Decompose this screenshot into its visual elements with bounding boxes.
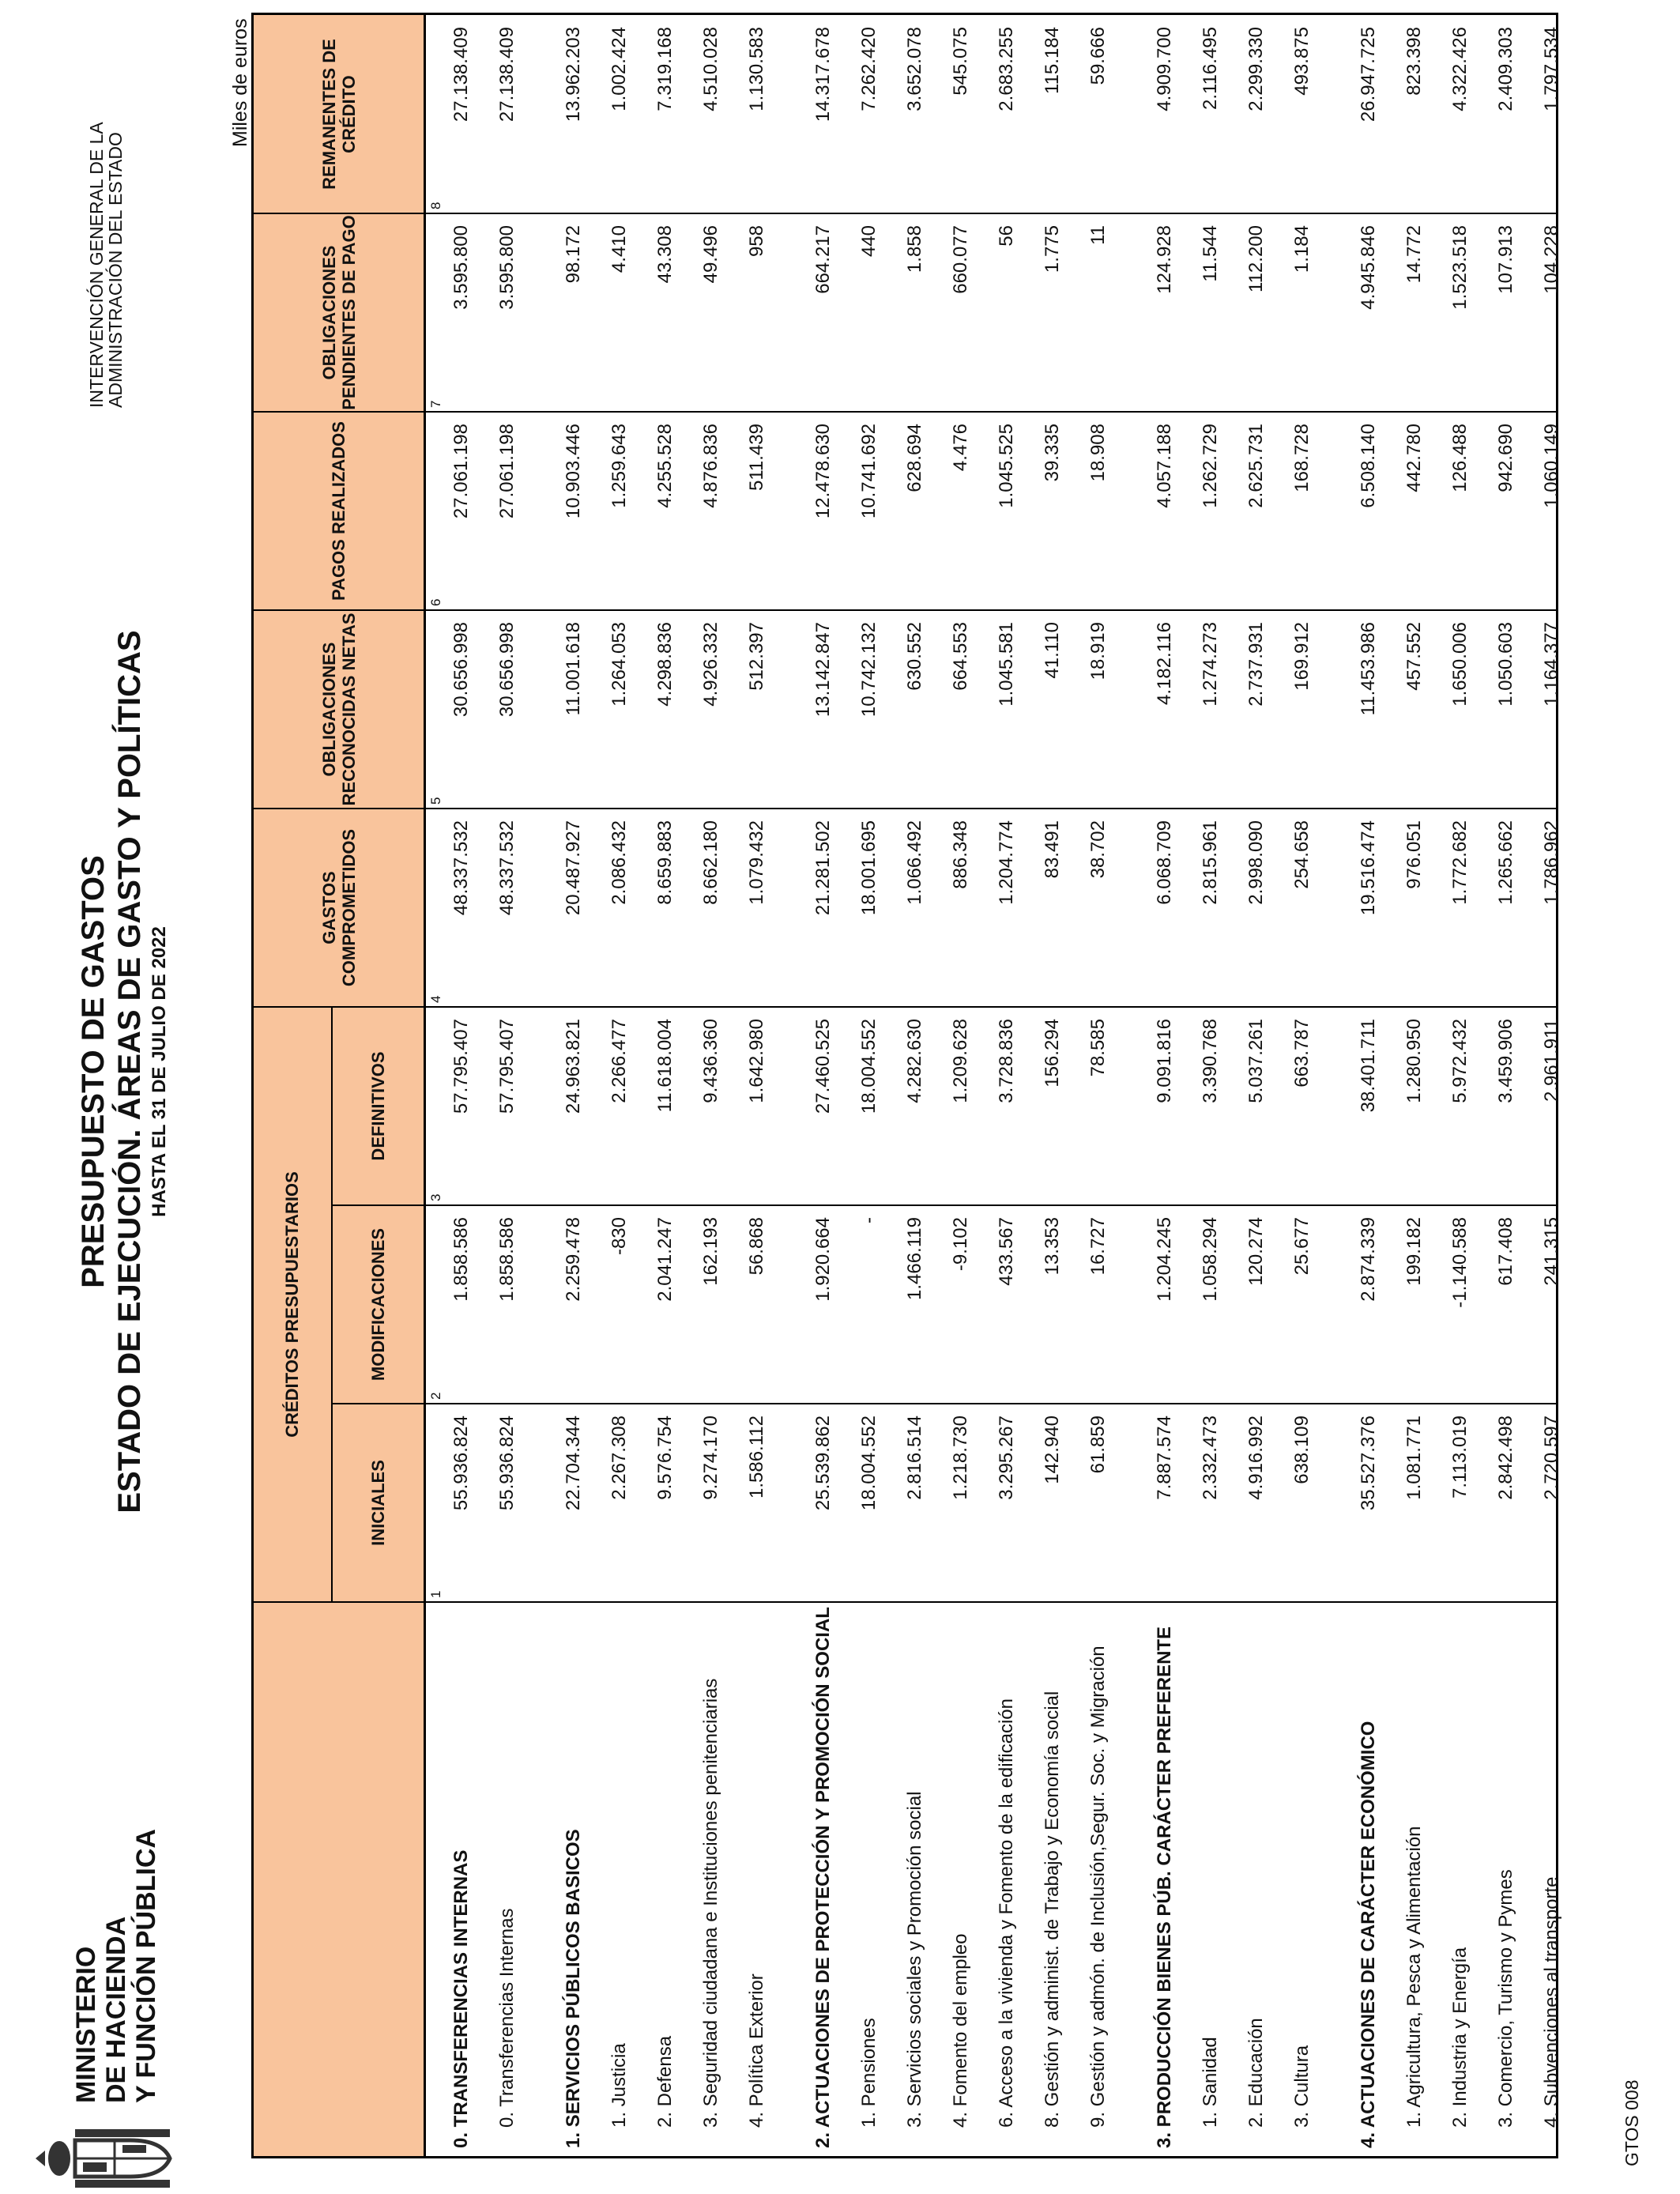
table-cell: 1.265.662 xyxy=(1495,820,1516,905)
page-title: PRESUPUESTO DE GASTOS xyxy=(76,855,111,1288)
table-cell: 1.058.294 xyxy=(1200,1217,1221,1302)
ministry-line: Y FUNCIÓN PÚBLICA xyxy=(131,1829,161,2103)
table-cell: 664.217 xyxy=(812,225,834,294)
table-cell: 1.060.149 xyxy=(1541,424,1562,508)
column-divider xyxy=(426,1403,1556,1404)
table-cell: 9.091.816 xyxy=(1154,1019,1175,1103)
column-divider xyxy=(426,1601,1556,1603)
table-cell: 241.315 xyxy=(1541,1217,1562,1286)
table-cell: 10.742.132 xyxy=(858,622,880,718)
table-cell: 126.488 xyxy=(1449,424,1471,492)
table-cell: 59.666 xyxy=(1087,27,1109,85)
column-header: GASTOS COMPROMETIDOS xyxy=(254,809,424,1008)
column-header: REMANENTES DE CRÉDITO xyxy=(254,16,424,214)
table-cell: 493.875 xyxy=(1291,27,1313,96)
table-cell: 2.961.911 xyxy=(1541,1019,1562,1102)
table-cell: 1.920.664 xyxy=(812,1217,834,1302)
units-label: Miles de euros xyxy=(229,18,251,147)
row-label: 1. Justicia xyxy=(608,2043,630,2128)
table-cell: 18.919 xyxy=(1087,622,1109,680)
table-cell: 442.780 xyxy=(1403,424,1425,492)
table-cell: 4.876.836 xyxy=(700,424,721,508)
row-label: 1. Pensiones xyxy=(858,2018,880,2128)
issuing-office-line: INTERVENCIÓN GENERAL DE LA xyxy=(86,122,107,408)
table-cell: 5.972.432 xyxy=(1449,1019,1471,1103)
column-header: INICIALES xyxy=(333,1404,424,1603)
table-cell: 6.508.140 xyxy=(1358,424,1379,508)
table-cell: 57.795.407 xyxy=(496,1019,518,1114)
table-cell: 48.337.532 xyxy=(496,820,518,916)
table-cell: 98.172 xyxy=(563,225,584,284)
table-cell: 512.397 xyxy=(746,622,767,691)
table-cell: 958 xyxy=(746,225,767,258)
table-cell: 4.410 xyxy=(608,225,630,273)
table-cell: 35.527.376 xyxy=(1358,1416,1379,1511)
row-label: 3. PRODUCCIÓN BIENES PÚB. CARÁCTER PREFERENTE xyxy=(1154,1626,1175,2148)
table-cell: 976.051 xyxy=(1403,820,1425,889)
header-creditos-group: CRÉDITOS PRESUPUESTARIOS xyxy=(254,1008,333,1603)
table-cell: 41.110 xyxy=(1042,622,1063,679)
table-cell: 1.184 xyxy=(1291,225,1313,273)
row-label: 3. Comercio, Turismo y Pymes xyxy=(1495,1869,1516,2128)
table-cell: 823.398 xyxy=(1403,27,1425,96)
table-cell: 1.858 xyxy=(904,225,925,273)
column-number: 7 xyxy=(428,400,443,408)
table-cell: 1.466.119 xyxy=(904,1217,925,1300)
table-cell: 10.903.446 xyxy=(563,424,584,519)
table-cell: 2.998.090 xyxy=(1245,820,1267,905)
table-cell: 27.460.525 xyxy=(812,1019,834,1114)
table-cell: 1.045.525 xyxy=(996,424,1017,508)
table-cell: 4.909.700 xyxy=(1154,27,1175,111)
row-label: 3. Cultura xyxy=(1291,2045,1313,2128)
table-cell: 107.913 xyxy=(1495,225,1516,294)
table-group-row xyxy=(560,15,587,2156)
table-cell: 2.625.731 xyxy=(1245,424,1267,508)
table-cell: 440 xyxy=(858,225,880,258)
table-cell: 18.004.552 xyxy=(858,1019,880,1114)
table-cell: 48.337.532 xyxy=(450,820,472,916)
table-cell: 4.182.116 xyxy=(1154,622,1175,705)
table-cell: 628.694 xyxy=(904,424,925,492)
row-label: 4. Subvenciones al transporte xyxy=(1541,1876,1562,2128)
table-cell: 27.138.409 xyxy=(496,27,518,123)
table-cell: 8.662.180 xyxy=(700,820,721,905)
table-cell: 1.079.432 xyxy=(746,820,767,905)
table-cell: 1.204.774 xyxy=(996,820,1017,905)
table-cell: 886.348 xyxy=(950,820,971,889)
table-cell: 1.259.643 xyxy=(608,424,630,508)
column-header: OBLIGACIONES PENDIENTES DE PAGO xyxy=(254,214,424,413)
column-header: OBLIGACIONES RECONOCIDAS NETAS xyxy=(254,611,424,809)
table-cell: 142.940 xyxy=(1042,1416,1063,1484)
document-code: GTOS 008 xyxy=(1622,2079,1642,2166)
table-row xyxy=(1493,15,1520,2156)
table-cell: 2.737.931 xyxy=(1245,622,1267,707)
table-cell: 1.772.682 xyxy=(1449,820,1471,905)
column-header: PAGOS REALIZADOS xyxy=(254,413,424,611)
table-cell: 2.816.514 xyxy=(904,1416,925,1500)
table-cell: 30.656.998 xyxy=(450,622,472,718)
table-cell: 4.916.992 xyxy=(1245,1416,1267,1500)
table-cell: 942.690 xyxy=(1495,424,1516,492)
table-cell: 2.874.339 xyxy=(1358,1217,1379,1302)
table-row xyxy=(652,15,679,2156)
table-cell: 21.281.502 xyxy=(812,820,834,916)
table-cell: 8.659.883 xyxy=(654,820,676,905)
table-cell: 2.086.432 xyxy=(608,820,630,905)
table-row xyxy=(993,15,1020,2156)
table-cell: 12.478.630 xyxy=(812,424,834,519)
column-number: 1 xyxy=(428,1590,443,1598)
table-cell: 2.041.247 xyxy=(654,1217,676,1302)
table-cell: 545.075 xyxy=(950,27,971,96)
table-cell: 3.728.836 xyxy=(996,1019,1017,1103)
table-cell: 664.553 xyxy=(950,622,971,691)
column-number: 2 xyxy=(428,1392,443,1400)
table-cell: 1.650.006 xyxy=(1449,622,1471,707)
table-row xyxy=(947,15,974,2156)
table-cell: 1.775 xyxy=(1042,225,1063,273)
table-cell: 16.727 xyxy=(1087,1217,1109,1276)
issuing-office xyxy=(87,122,125,408)
table-cell: 2.299.330 xyxy=(1245,27,1267,111)
table-cell: 2.842.498 xyxy=(1495,1416,1516,1500)
table-cell: 3.459.906 xyxy=(1495,1019,1516,1103)
table-cell: 27.061.198 xyxy=(450,424,472,519)
table-row xyxy=(902,15,929,2156)
table-cell: 617.408 xyxy=(1495,1217,1516,1286)
table-cell: 27.138.409 xyxy=(450,27,472,123)
column-divider xyxy=(426,411,1556,413)
column-divider xyxy=(426,609,1556,611)
table-cell: 120.274 xyxy=(1245,1217,1267,1286)
table-cell: -830 xyxy=(608,1217,630,1256)
table-cell: 1.130.583 xyxy=(746,27,767,111)
table-cell: 7.319.168 xyxy=(654,27,676,111)
table-cell: 511.439 xyxy=(746,424,767,491)
row-label: 4. Política Exterior xyxy=(746,1973,767,2128)
table-cell: 3.652.078 xyxy=(904,27,925,111)
table-cell: 19.516.474 xyxy=(1358,820,1379,916)
table-cell: 10.741.692 xyxy=(858,424,880,519)
row-label: 0. TRANSFERENCIAS INTERNAS xyxy=(450,1849,472,2148)
row-label: 2. Defensa xyxy=(654,2035,676,2128)
table-row xyxy=(1289,15,1316,2156)
table-cell: 124.928 xyxy=(1154,225,1175,294)
table-cell: 2.720.597 xyxy=(1541,1416,1562,1500)
table-cell: 43.308 xyxy=(654,225,676,284)
table-cell: 6.068.709 xyxy=(1154,820,1175,905)
table-cell: 2.267.308 xyxy=(608,1416,630,1500)
table-row xyxy=(1447,15,1474,2156)
row-label: 1. Agricultura, Pesca y Alimentación xyxy=(1403,1826,1425,2128)
table-cell: 169.912 xyxy=(1291,622,1313,691)
table-cell: 162.193 xyxy=(700,1217,721,1286)
table-cell: 4.926.332 xyxy=(700,622,721,707)
ministry-line: DE HACIENDA xyxy=(101,1916,131,2103)
header-label-column xyxy=(254,1603,424,2156)
table-cell: 57.795.407 xyxy=(450,1019,472,1114)
table-cell: 14.317.678 xyxy=(812,27,834,123)
document-title-block xyxy=(75,598,171,1546)
table-cell: 7.262.420 xyxy=(858,27,880,111)
table-header xyxy=(254,15,426,2156)
table-cell: 663.787 xyxy=(1291,1019,1313,1088)
table-cell: 11 xyxy=(1087,225,1109,245)
table-cell: 2.815.961 xyxy=(1200,820,1221,905)
row-label: 8. Gestión y administ. de Trabajo y Economía social xyxy=(1042,1691,1063,2128)
table-cell: 30.656.998 xyxy=(496,622,518,718)
table-cell: 199.182 xyxy=(1403,1217,1425,1286)
column-divider xyxy=(426,1006,1556,1008)
table-cell: - xyxy=(858,1217,880,1223)
ministry-name xyxy=(71,1829,161,2103)
table-cell: 1.797.534 xyxy=(1541,27,1562,111)
table-cell: 3.595.800 xyxy=(496,225,518,310)
row-label: 0. Transferencias Internas xyxy=(496,1908,518,2128)
table-row xyxy=(1039,15,1066,2156)
table-cell: 22.704.344 xyxy=(563,1416,584,1511)
table-cell: 1.081.771 xyxy=(1403,1416,1425,1500)
column-divider xyxy=(426,808,1556,809)
table-cell: 254.658 xyxy=(1291,820,1313,889)
table-cell: 4.298.836 xyxy=(654,622,676,707)
column-header: MODIFICACIONES xyxy=(333,1206,424,1404)
row-label: 1. Sanidad xyxy=(1200,2037,1221,2128)
table-cell: 4.255.528 xyxy=(654,424,676,508)
table-cell: 13.353 xyxy=(1042,1217,1063,1276)
table-cell: 1.523.518 xyxy=(1449,225,1471,310)
table-cell: 1.002.424 xyxy=(608,27,630,111)
table-cell: 4.510.028 xyxy=(700,27,721,111)
table-cell: 39.335 xyxy=(1042,424,1063,482)
table-cell: 25.677 xyxy=(1291,1217,1313,1276)
table-cell: 660.077 xyxy=(950,225,971,294)
table-cell: 1.280.950 xyxy=(1403,1019,1425,1103)
table-cell: 1.066.492 xyxy=(904,820,925,905)
table-cell: 78.585 xyxy=(1087,1019,1109,1077)
table-cell: 2.116.495 xyxy=(1200,27,1221,110)
row-label: 2. ACTUACIONES DE PROTECCIÓN Y PROMOCIÓN SOCIAL xyxy=(812,1607,834,2148)
row-label: 6. Acceso a la vivienda y Fomento de la edificación xyxy=(996,1698,1017,2128)
page-subtitle: ESTADO DE EJECUCIÓN. ÁREAS DE GASTO Y POLÍTICAS xyxy=(112,630,147,1514)
table-row xyxy=(494,15,521,2156)
table-cell: 4.945.846 xyxy=(1358,225,1379,310)
table-cell: 2.683.255 xyxy=(996,27,1017,111)
table-cell: 1.050.603 xyxy=(1495,622,1516,707)
table-cell: 1.218.730 xyxy=(950,1416,971,1500)
table-cell: 55.936.824 xyxy=(496,1416,518,1511)
table-cell: 1.274.273 xyxy=(1200,622,1221,707)
table-cell: 26.947.725 xyxy=(1358,27,1379,123)
table-cell: 1.045.581 xyxy=(996,622,1017,707)
column-number: 3 xyxy=(428,1193,443,1201)
table-cell: 38.401.711 xyxy=(1358,1019,1379,1113)
table-cell: 18.004.552 xyxy=(858,1416,880,1511)
table-cell: 1.164.377 xyxy=(1541,622,1562,707)
table-cell: 83.491 xyxy=(1042,820,1063,879)
column-number: 8 xyxy=(428,202,443,209)
table-group-row xyxy=(1151,15,1178,2156)
table-cell: 13.962.203 xyxy=(563,27,584,123)
row-label: 4. ACTUACIONES DE CARÁCTER ECONÓMICO xyxy=(1358,1721,1379,2148)
table-cell: 4.282.630 xyxy=(904,1019,925,1103)
table-cell: 13.142.847 xyxy=(812,622,834,718)
table-cell: 1.858.586 xyxy=(450,1217,472,1302)
table-cell: 24.963.821 xyxy=(563,1019,584,1114)
table-group-row xyxy=(448,15,475,2156)
table-cell: -1.140.588 xyxy=(1449,1217,1471,1308)
table-cell: 1.204.245 xyxy=(1154,1217,1175,1302)
table-cell: 56 xyxy=(996,225,1017,247)
row-label: 3. Seguridad ciudadana e Instituciones penitenciarias xyxy=(700,1678,721,2128)
row-label: 4. Fomento del empleo xyxy=(950,1933,971,2128)
table-cell: 3.390.768 xyxy=(1200,1019,1221,1103)
table-row xyxy=(744,15,770,2156)
table-cell: 2.332.473 xyxy=(1200,1416,1221,1500)
budget-execution-table xyxy=(251,13,1562,2158)
table-cell: 9.274.170 xyxy=(700,1416,721,1500)
table-cell: 1.262.729 xyxy=(1200,424,1221,508)
table-cell: 9.436.360 xyxy=(700,1019,721,1103)
table-cell: 49.496 xyxy=(700,225,721,284)
row-label: 3. Servicios sociales y Promoción social xyxy=(904,1791,925,2128)
row-label: 2. Educación xyxy=(1245,2018,1267,2128)
table-cell: 11.453.986 xyxy=(1358,622,1379,716)
column-number: 6 xyxy=(428,598,443,606)
table-cell: 1.642.980 xyxy=(746,1019,767,1103)
table-cell: 4.476 xyxy=(950,424,971,472)
table-cell: 3.295.267 xyxy=(996,1416,1017,1500)
row-label: 2. Industria y Energía xyxy=(1449,1947,1471,2128)
table-cell: 2.259.478 xyxy=(563,1217,584,1302)
table-cell: 2.409.303 xyxy=(1495,27,1516,111)
table-cell: 1.264.053 xyxy=(608,622,630,707)
row-label: 9. Gestión y admón. de Inclusión,Segur. Soc. y Migración xyxy=(1087,1646,1109,2128)
table-row xyxy=(856,15,883,2156)
column-number: 5 xyxy=(428,797,443,805)
table-cell: 11.544 xyxy=(1200,225,1221,282)
table-cell: 7.887.574 xyxy=(1154,1416,1175,1500)
table-cell: 1.786.962 xyxy=(1541,820,1562,905)
table-cell: 1.858.586 xyxy=(496,1217,518,1302)
table-cell: 61.859 xyxy=(1087,1416,1109,1474)
table-cell: 9.576.754 xyxy=(654,1416,676,1500)
table-body xyxy=(426,15,1562,2156)
issuing-office-line: ADMINISTRACIÓN DEL ESTADO xyxy=(105,132,126,408)
table-row xyxy=(1085,15,1112,2156)
report-date: HASTA EL 31 DE JULIO DE 2022 xyxy=(149,926,170,1217)
table-cell: 433.567 xyxy=(996,1217,1017,1286)
table-cell: 156.294 xyxy=(1042,1019,1063,1088)
table-cell: 56.868 xyxy=(746,1217,767,1276)
table-row xyxy=(606,15,633,2156)
table-cell: 4.322.426 xyxy=(1449,27,1471,111)
table-row xyxy=(1243,15,1270,2156)
table-cell: 11.618.004 xyxy=(654,1019,676,1113)
table-cell: 7.113.019 xyxy=(1449,1416,1471,1498)
table-cell: 1.209.628 xyxy=(950,1019,971,1103)
table-cell: 3.595.800 xyxy=(450,225,472,310)
table-row xyxy=(698,15,725,2156)
table-cell: -9.102 xyxy=(950,1217,971,1272)
table-cell: 4.057.188 xyxy=(1154,424,1175,508)
table-group-row xyxy=(1355,15,1382,2156)
table-cell: 18.001.695 xyxy=(858,820,880,916)
row-label: 1. SERVICIOS PÚBLICOS BASICOS xyxy=(563,1829,584,2148)
column-header: DEFINITIVOS xyxy=(333,1008,424,1206)
table-cell: 38.702 xyxy=(1087,820,1109,879)
table-cell: 112.200 xyxy=(1245,225,1267,292)
column-number: 4 xyxy=(428,995,443,1003)
table-cell: 18.908 xyxy=(1087,424,1109,482)
table-cell: 25.539.862 xyxy=(812,1416,834,1511)
table-cell: 11.001.618 xyxy=(563,622,584,716)
column-divider xyxy=(426,1204,1556,1206)
table-cell: 55.936.824 xyxy=(450,1416,472,1511)
table-cell: 20.487.927 xyxy=(563,820,584,916)
ministry-line: MINISTERIO xyxy=(71,1946,101,2103)
table-row xyxy=(1539,15,1565,2156)
table-row xyxy=(1197,15,1224,2156)
table-cell: 115.184 xyxy=(1042,27,1063,94)
table-cell: 168.728 xyxy=(1291,424,1313,492)
table-cell: 630.552 xyxy=(904,622,925,691)
table-cell: 2.266.477 xyxy=(608,1019,630,1103)
table-cell: 27.061.198 xyxy=(496,424,518,519)
table-cell: 104.228 xyxy=(1541,225,1562,294)
table-cell: 457.552 xyxy=(1403,622,1425,691)
table-cell: 14.772 xyxy=(1403,225,1425,284)
coat-of-arms-icon xyxy=(28,2123,186,2194)
column-divider xyxy=(426,213,1556,214)
table-group-row xyxy=(810,15,837,2156)
table-cell: 638.109 xyxy=(1291,1416,1313,1484)
table-cell: 5.037.261 xyxy=(1245,1019,1267,1103)
table-row xyxy=(1401,15,1428,2156)
table-cell: 1.586.112 xyxy=(746,1416,767,1498)
